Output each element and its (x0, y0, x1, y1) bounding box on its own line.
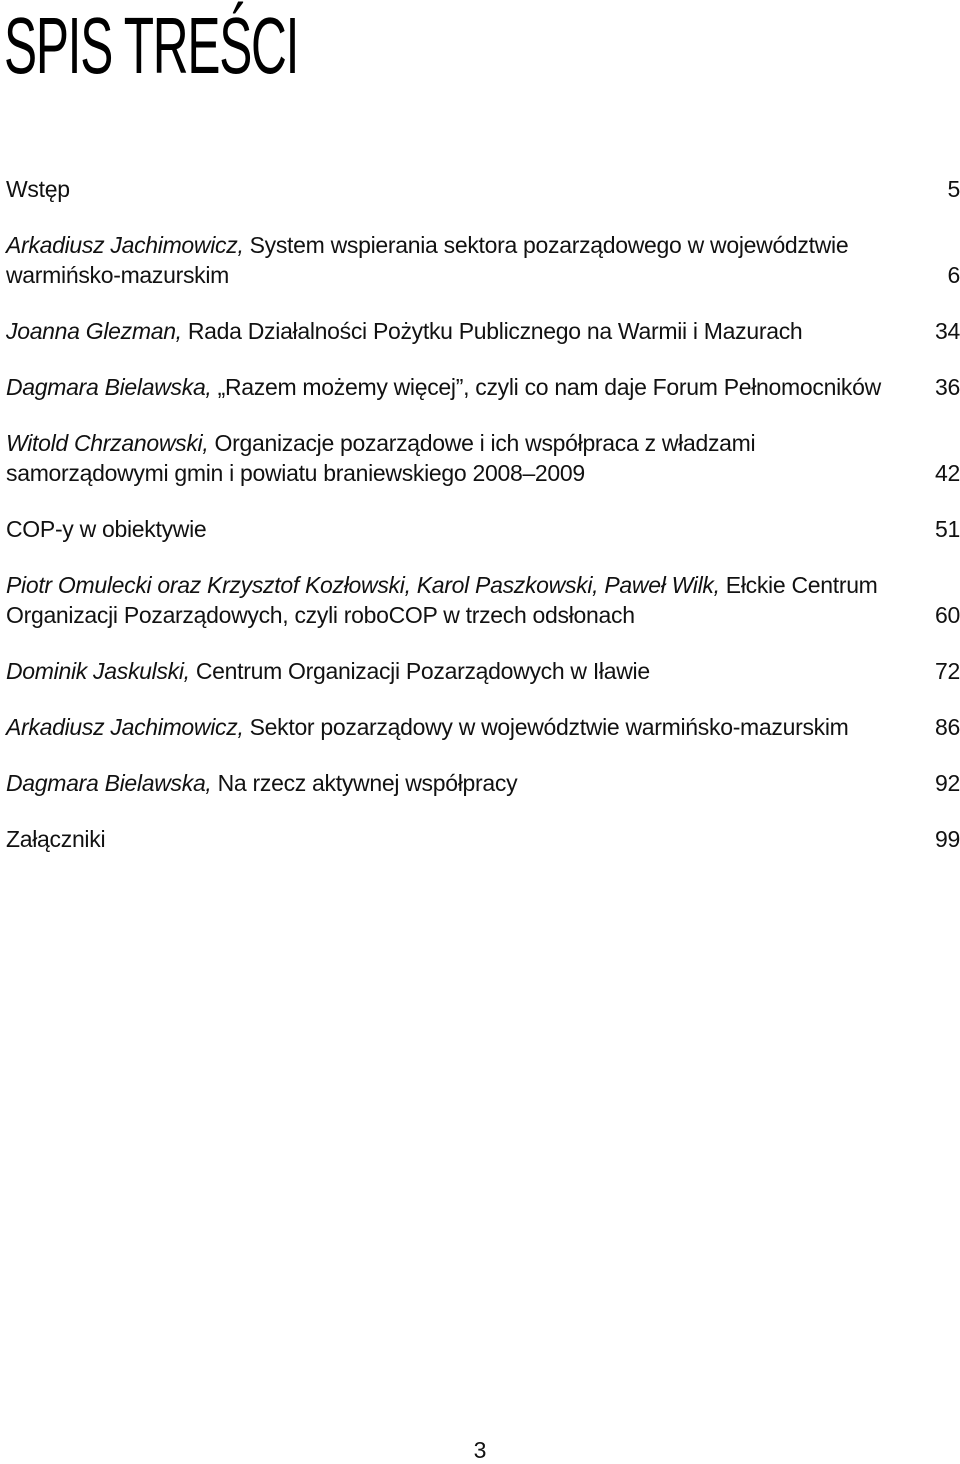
toc-entry-zalaczniki[interactable] (6, 824, 960, 854)
toc-entry-page: 86 (935, 714, 960, 740)
toc-entry-page: 72 (935, 658, 960, 684)
toc-entry-cop-y[interactable] (6, 514, 960, 544)
toc-entry-system-wspierania[interactable] (6, 230, 960, 290)
toc-entry-page: 6 (947, 262, 960, 288)
toc-entry-page: 92 (935, 770, 960, 796)
toc-entry-author: Dagmara Bielawska, (6, 374, 212, 400)
toc-entry-author: Dominik Jaskulski, (6, 658, 190, 684)
toc-entry-centrum-ilawa[interactable] (6, 656, 960, 686)
toc-entry-wstep[interactable] (6, 174, 960, 204)
toc-entry-page: 60 (935, 602, 960, 628)
toc-entry-author: Dagmara Bielawska, (6, 770, 212, 796)
toc-entry-title: Organizacje pozarządowe i ich współpraca z władzami samorządowymi gmin i powiatu braniewskiego 2008–2009 (6, 430, 756, 486)
toc-entry-title: Ełckie Centrum Organizacji Pozarządowych, czyli roboCOP w trzech odsłonach (6, 572, 878, 628)
toc-entry-text (6, 570, 920, 630)
toc-entry-author: Piotr Omulecki oraz Krzysztof Kozłowski, Karol Paszkowski, Paweł Wilk, (6, 572, 720, 598)
toc-entry-title: Wstęp (6, 176, 70, 202)
toc-entry-page: 34 (935, 318, 960, 344)
toc-entry-text (6, 824, 920, 854)
toc-entry-title: Centrum Organizacji Pozarządowych w Iławie (189, 658, 650, 684)
toc-entry-organizacje-pozarzadowe[interactable] (6, 428, 960, 488)
toc-entry-text (6, 174, 920, 204)
toc-entry-text (6, 712, 920, 742)
toc-entry-text (6, 514, 920, 544)
table-of-contents (6, 174, 960, 880)
toc-entry-title: „Razem możemy więcej”, czyli co nam daje Forum Pełnomocników (211, 374, 881, 400)
toc-entry-text (6, 428, 920, 488)
toc-entry-page: 51 (935, 516, 960, 542)
toc-entry-text (6, 316, 920, 346)
page-number: 3 (473, 1437, 487, 1463)
toc-entry-text (6, 768, 920, 798)
toc-entry-na-rzecz[interactable] (6, 768, 960, 798)
toc-entry-title: System wspierania sektora pozarządowego w województwie warmińsko-mazurskim (6, 232, 849, 288)
toc-entry-rada-dzialalnosci[interactable] (6, 316, 960, 346)
toc-entry-page: 36 (935, 374, 960, 400)
toc-entry-author: Arkadiusz Jachimowicz, (6, 714, 244, 740)
page-title: SPIS TREŚCI (4, 1, 299, 90)
toc-entry-text (6, 372, 920, 402)
toc-entry-author: Arkadiusz Jachimowicz, (6, 232, 244, 258)
toc-entry-page: 5 (947, 176, 960, 202)
toc-entry-page: 99 (935, 826, 960, 852)
toc-entry-razem-mozemy[interactable] (6, 372, 960, 402)
toc-entry-title: Sektor pozarządowy w województwie warmińsko-mazurskim (243, 714, 849, 740)
toc-entry-text (6, 230, 920, 290)
toc-entry-sektor-pozarzadowy[interactable] (6, 712, 960, 742)
toc-entry-author: Witold Chrzanowski, (6, 430, 209, 456)
toc-entry-title: COP-y w obiektywie (6, 516, 207, 542)
toc-entry-title: Rada Działalności Pożytku Publicznego na Warmii i Mazurach (181, 318, 803, 344)
toc-entry-text (6, 656, 920, 686)
toc-entry-title: Na rzecz aktywnej współpracy (211, 770, 518, 796)
toc-entry-title: Załączniki (6, 826, 106, 852)
toc-entry-author: Joanna Glezman, (6, 318, 182, 344)
toc-entry-robocop[interactable] (6, 570, 960, 630)
toc-entry-page: 42 (935, 460, 960, 486)
